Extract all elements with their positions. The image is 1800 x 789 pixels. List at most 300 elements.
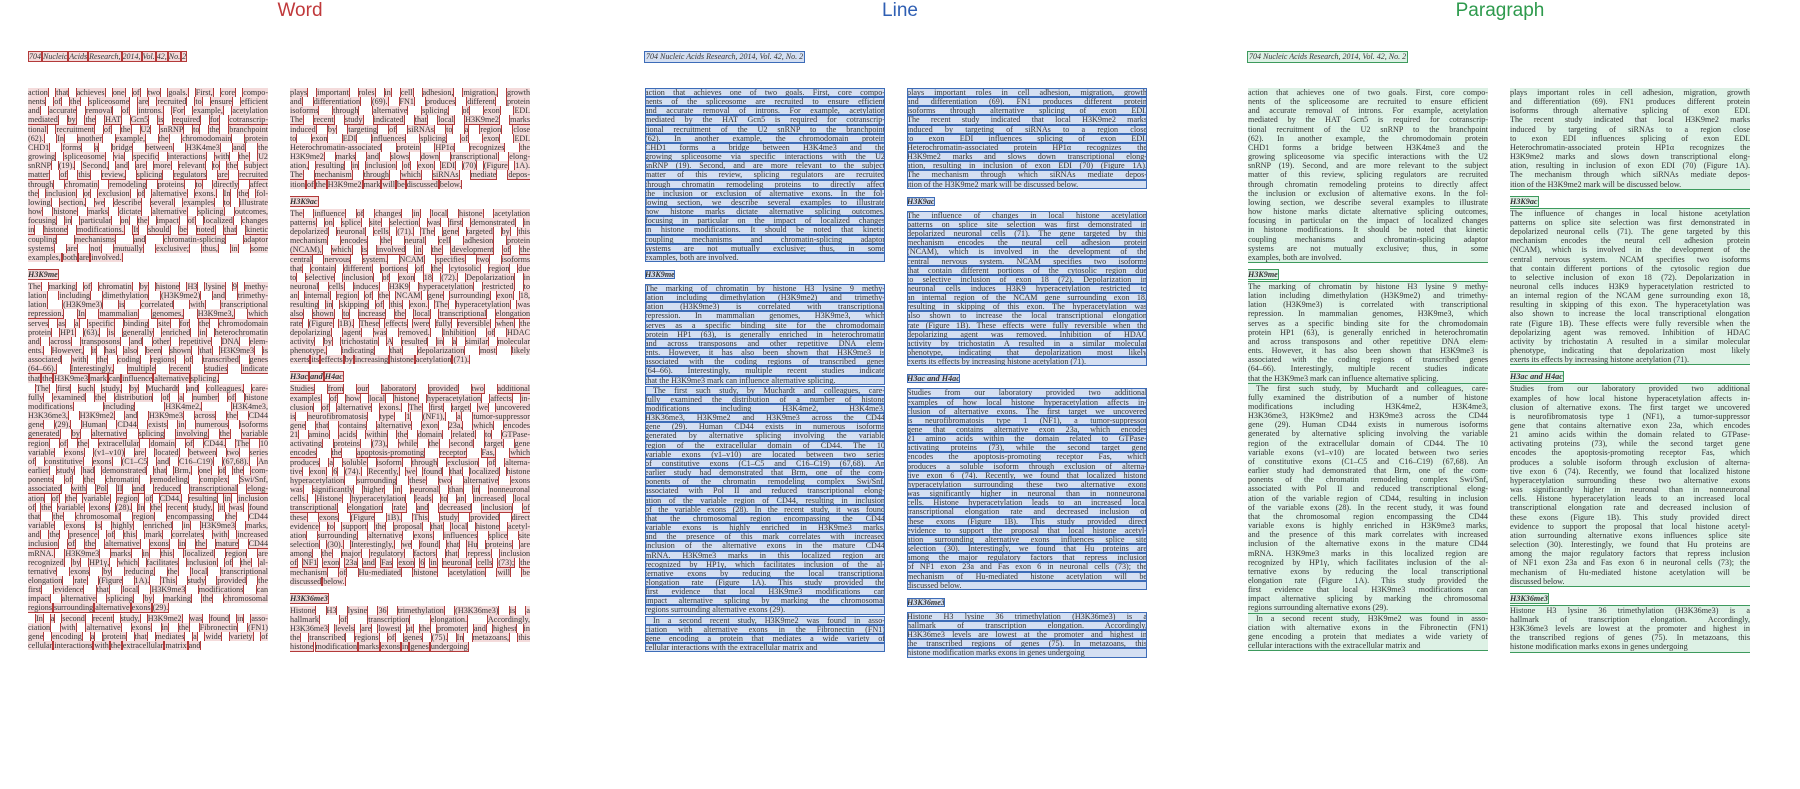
text-line: rate (Figure 1B). These effects were fully reversible when the [907,320,1147,330]
text-line [290,531,530,540]
text-line: among the major regulatory factors that repress inclusion [1510,549,1750,559]
word-box: modification [315,642,358,652]
text-line: elongation rate (Figure 1A). This study provided the [1248,575,1488,585]
word-box: metazoans, [472,633,510,643]
word-box: type [379,411,394,421]
word-box: of [137,188,145,198]
word-box: of [227,392,235,402]
text-line: H3K36me3, H3K9me2 and H3K9me3 across the CD44 [645,413,885,423]
text-line: The recent study indicated that local H3K9me2 marks [1510,115,1750,125]
word-box: examples, [28,252,61,262]
text-line [28,216,268,225]
paragraph [290,88,530,189]
word-box: heterochromatin [214,327,268,337]
word-box: likely [511,346,530,356]
word-box: exon [483,106,500,116]
text-line [28,364,268,373]
text-line: earlier study had demonstrated that Brm, one of the com- [1248,466,1488,476]
word-box: development [451,245,494,255]
text-line [290,245,530,254]
word-box: exons [319,512,339,522]
word-box: mature [215,539,239,549]
word-box: cell [400,88,413,97]
word-box: (64–66). [28,364,56,374]
word-box: FN1 [399,97,414,107]
word-box: in [161,622,168,632]
text-line [290,384,530,393]
word-box: of [416,263,423,273]
word-box: that [28,373,41,383]
word-box: H3K9me2 [465,115,499,125]
word-box: H3K9ac [290,196,318,206]
text-line [28,603,268,612]
text-line: exerts its effects by increasing histone acetylation (71). [907,357,1147,366]
word-box: repetitive [180,336,211,346]
word-box: exons [131,622,151,632]
word-box: by [72,557,81,567]
text-line: nents of the spliceosome are recruited to ensure efficient [645,97,885,107]
word-box: resulting [188,493,217,503]
word-box: region [336,291,358,301]
word-box: cells [373,227,389,237]
word-box: histone [244,392,268,402]
word-box: we [94,197,105,207]
word-box: that [56,88,69,97]
word-box: The [421,227,435,237]
word-box: mark [363,179,381,189]
word-box: depolarizing [290,327,331,337]
word-box: of [59,438,67,448]
text-line: In a second recent study, H3K9me2 was found in asso- [1256,613,1488,623]
word-box: alternative [377,421,412,430]
word-box: cellular [28,641,53,651]
text-line: and across transposons and other repetitive DNA elem- [645,338,885,348]
text-line [290,328,530,337]
word-box: In [456,633,464,643]
word-box: This [161,575,176,585]
text-line [290,170,530,179]
word-box: Heterochromatin-associated [290,142,382,152]
word-box: by [327,124,337,134]
word-box: constitutive [44,456,83,466]
word-box: variable [28,447,55,457]
word-box: the [258,142,268,152]
word-box: first [430,402,444,412]
word-box: neuronal [336,227,366,237]
word-box: two [438,475,451,485]
word-box: will [382,179,395,189]
word-box: (H3K36me3) [455,605,499,615]
word-box: not [90,243,101,253]
word-box: undergoing [430,642,468,652]
word-box: of [329,393,337,403]
word-box: mechanism [290,567,328,577]
word-box: 1B). [386,512,402,522]
word-box: rate [74,575,87,585]
text-line [290,134,530,143]
text-line [28,448,268,457]
word-box: through [28,179,54,189]
text-line [290,264,530,273]
word-box: which [248,309,268,319]
text-line: the inclusion or exclusion of alternative exons. In the fol- [645,188,885,198]
word-box: roles [358,88,375,97]
word-box: that [224,225,237,235]
word-box: genomes, [152,309,184,319]
text-line [290,503,530,512]
word-box: genes [249,355,268,365]
word-box: exerts [290,355,310,365]
word-box: splice [341,217,361,227]
text-line: associated with the coding regions of transcribed genes [645,357,885,367]
word-box: acetylation [232,106,268,116]
word-box: the [120,124,131,134]
word-box: are [79,252,90,262]
word-box: discussed [406,179,438,189]
text-line [28,125,268,134]
text-line [28,411,268,420]
word-box: com- [251,466,268,476]
text-line: ition of the H3K9me2 mark will be discussed below. [1510,179,1682,189]
word-box: HAT [105,115,121,125]
text-line: cells. Histone hyperacetylation leads to an increased local [907,498,1147,508]
word-box: matrix [165,641,187,651]
word-box: lysine [205,281,225,291]
word-box: or [83,188,91,198]
text-line: encodes the apoptosis-promoting receptor Fas, which [907,452,1147,462]
text-line: H3K9ac [907,196,935,206]
text-line: associated with Pol II and reduced transcriptional elong- [1248,484,1488,494]
word-box: recruited [157,97,187,107]
word-box: The [28,281,41,291]
word-box: H3ac [290,372,309,382]
word-box: to [523,281,530,291]
word-box: are [520,540,530,550]
word-box: specifies [436,254,465,264]
word-box: neurofibromatosis [307,411,368,421]
text-line: modifications including H3K4me2, H3K4me3, [1248,402,1488,411]
word-box: kinetic [245,225,268,235]
text-line: mechanism of Hu-mediated histone acetylation will be [1510,567,1750,577]
word-box: alternative [105,539,140,549]
word-box: (Figure [98,575,123,585]
text-line [290,282,530,291]
text-line [290,394,530,403]
word-box: H3K9 [388,281,409,291]
text-line [290,236,530,245]
section-heading [28,270,268,279]
word-box: associated [28,484,62,494]
word-box: tumor-suppressor [473,411,530,421]
word-box: ation, [290,161,309,171]
word-box: the [431,245,442,255]
paragraph [907,88,1147,189]
word-box: acids [339,430,356,440]
word-box: H3 [187,281,198,291]
paragraph [907,612,1147,658]
word-box: marks [359,642,379,652]
word-box: snRNP [160,124,184,134]
text-line: serves as a specific binding site for the chromodomain [645,320,885,330]
word-box: modifications [28,402,73,411]
text-line: elongation rate (Figure 1A). This study provided the [645,577,885,587]
word-box: second [450,439,473,449]
word-box: of [162,392,170,402]
word-box: induces [353,281,379,291]
word-box: the [520,142,530,152]
word-box: and [116,161,128,171]
word-box: that [446,540,460,550]
word-box: in [523,624,530,634]
word-box: specific [133,152,159,162]
text-line: first evidence that local H3K9me3 modifications can [645,587,885,597]
word-box: from [327,384,344,394]
word-box: alternative [463,475,499,485]
word-box: of [487,327,495,337]
word-box: the [199,318,209,328]
text-line [28,475,268,484]
word-box: a [74,318,79,328]
word-box: protein [28,327,52,337]
word-box: GTPase- [501,430,530,440]
word-box: of [356,208,364,218]
word-box: marks [335,152,356,162]
word-box: local [414,309,431,319]
word-box: direct [511,512,530,522]
text-line: histone modification marks exons in genes undergoing [907,648,1147,657]
word-box: a [179,392,183,402]
text-line [290,513,530,522]
word-box: 42, [156,52,167,61]
word-box: CD44 [248,539,268,549]
word-box: in [199,327,206,337]
text-line: The first such study, by Muchardt and colleagues, care- [1256,383,1488,393]
word-box: histone [413,567,437,577]
text-line: (NCAM), which is involved in the development of the [907,247,1147,257]
text-line [28,319,268,328]
word-box: Histone [316,494,342,504]
word-box: removed. [399,327,430,337]
word-box: local [122,585,139,595]
word-box: The [290,170,303,180]
word-box: thus, [202,243,218,253]
word-box: Histone [290,605,316,615]
text-line: matter of this review, splicing regulators are recruited [645,170,885,180]
word-box: hyperacetylation [426,393,482,403]
word-box: elongation [28,575,63,585]
word-box: histone [53,207,77,217]
word-box: gene [28,420,44,430]
word-box: (19). [58,161,75,171]
word-box: NF1 [302,558,318,568]
word-box: 23a [345,558,358,568]
word-box: core [220,88,235,97]
word-box: in [231,243,238,253]
word-box: increased [474,494,505,504]
word-box: Second, [82,161,109,171]
text-line [28,549,268,558]
word-box: CD44 [117,420,137,430]
text-line: clusion of alternative exons. The first target we uncovered [907,406,1147,416]
paragraph [290,606,530,652]
word-box: an [456,494,465,504]
text-line: examples of how local histone hyperacetylation affects in- [1510,393,1750,403]
word-box: coding [117,355,140,365]
word-box: of [306,179,314,189]
text-line: ation of the variable region of CD44, resulting in inclusion [1248,493,1488,503]
word-box: shown [169,346,191,356]
text-line: snRNP (19). Second, and are more relevant to the subject [645,161,885,171]
text-line: how histone marks dictate alternative splicing outcomes, [645,207,885,217]
text-line: lowing section, we describe several examples to illustrate [1248,197,1488,207]
word-box: with [215,152,230,162]
word-box: ensure [210,97,233,107]
word-box: by [139,281,148,291]
word-box: of [65,475,73,485]
word-box: In [223,188,231,198]
text-line [290,143,530,152]
word-box: The [409,402,422,412]
word-box: tional [28,124,47,134]
word-box: recent [167,502,188,512]
text-line: snRNP (19). Second, and are more relevant to the subject [1248,161,1488,171]
word-box: 1A). [515,161,530,171]
word-box: the [380,236,391,246]
text-line: variable exons (v1–v10) are located between two series [645,449,885,459]
word-box: the [209,124,220,134]
word-box: lowest [378,624,400,634]
word-box: first [449,217,463,227]
text-line: The marking of chromatin by histone H3 lysine 9 methy- [645,283,885,293]
word-box: acetylation [449,567,485,577]
word-box: evidence [54,585,84,595]
word-box: and [130,336,143,346]
word-box: the [70,97,81,107]
text-line: transcriptional elongation rate and decreased inclusion of [907,507,1147,517]
word-box: produces [425,97,456,107]
word-box: that [389,346,403,356]
word-box: histone [394,393,418,403]
left-column [28,88,268,738]
text-line [290,606,530,615]
word-box: of [54,97,62,107]
text-line: region of the extracellular domain of CD44. The 10 [645,440,885,450]
text-line: ponents of the chromatin remodeling complex Swi/Snf, [645,477,885,487]
word-box: two [471,384,484,394]
text-line [28,585,268,594]
text-line: that the H3K9me3 mark can influence alternative splicing. [1248,373,1439,383]
word-box: exon [398,558,415,568]
word-box: a [464,124,469,134]
word-box: exon [483,133,500,143]
text-line [28,576,268,585]
word-box: lation [28,291,47,301]
word-box: bridge [111,142,133,152]
word-box: promoter [437,624,467,634]
text-line [28,466,268,475]
word-box: These [359,318,379,328]
word-box: (29). [54,420,71,430]
word-box: directly [213,179,239,189]
word-box: regulators [173,170,207,180]
word-box: genes [410,642,429,652]
word-box: isoforms [501,254,530,264]
section-heading [907,374,1147,385]
text-line: discussed below. [1510,576,1565,586]
word-box: local [431,208,448,218]
word-box: its [311,355,320,365]
word-box: gene [290,421,306,430]
word-box: to [193,124,200,134]
word-box: located [155,447,179,457]
word-box: the [110,641,121,651]
text-line [290,439,530,448]
word-box: between [145,142,173,152]
word-box: of [387,633,395,643]
word-box: targeting [348,124,377,134]
word-box: a [50,613,55,623]
word-box: H3 [326,605,337,615]
word-box: can [108,373,121,383]
word-box: affect [249,179,268,189]
text-line: cells. Histone hyperacetylation leads to an increased local [1510,494,1750,504]
word-box: proteins [157,179,184,189]
text-line [28,152,268,161]
word-box: EDI [342,133,357,143]
word-box: encodes [503,421,530,430]
word-box: alternative [92,429,127,439]
paragraph [907,388,1147,589]
word-box: proteins [485,540,512,550]
text-line [28,567,268,576]
word-box: local [369,393,385,403]
word-box: In [57,133,64,143]
word-box: 10 [259,438,268,448]
word-box: of [321,402,329,412]
word-box: inclusion [343,272,374,282]
word-box: elong- [247,484,268,494]
text-line: earlier study had demonstrated that Brm, one of the com- [645,468,885,478]
word-box: (62). [28,133,44,143]
word-box: (28). [115,502,132,512]
text-line: central nervous system. NCAM specifies two isoforms [907,256,1147,266]
word-box: that [290,263,303,273]
word-box: fol- [256,188,268,198]
word-box: adhesion, [422,88,454,97]
word-box: alternative [61,594,96,604]
word-box: adhesion [464,236,494,246]
word-box: for [209,115,220,125]
text-line: ents. However, it has also been shown that H3K9me3 is [1248,346,1488,356]
text-line: (NCAM), which is involved in the development of the [1510,245,1750,255]
word-box: introns. [138,106,163,116]
text-line [28,393,268,402]
word-box: restricted [483,281,514,291]
text-line: variable exons is highly enriched in H3K9me3 marks, [645,523,885,533]
word-box: this [518,227,530,237]
word-box: more [153,161,171,171]
text-line: selection (30). Interestingly, we found that Hu proteins are [1510,540,1750,550]
text-line: tional recruitment of the U2 snRNP to the branchpoint [1248,124,1488,134]
text-line [28,88,268,97]
word-box: marking [48,281,76,291]
running-header: 704 Nucleic Acids Research, 2014, Vol. 42, No. 2 [646,52,804,61]
word-box: histone [459,208,483,218]
word-box: number [192,392,218,402]
word-box: contain [311,263,335,273]
word-box: target [484,439,503,449]
word-box: provided [217,575,247,585]
